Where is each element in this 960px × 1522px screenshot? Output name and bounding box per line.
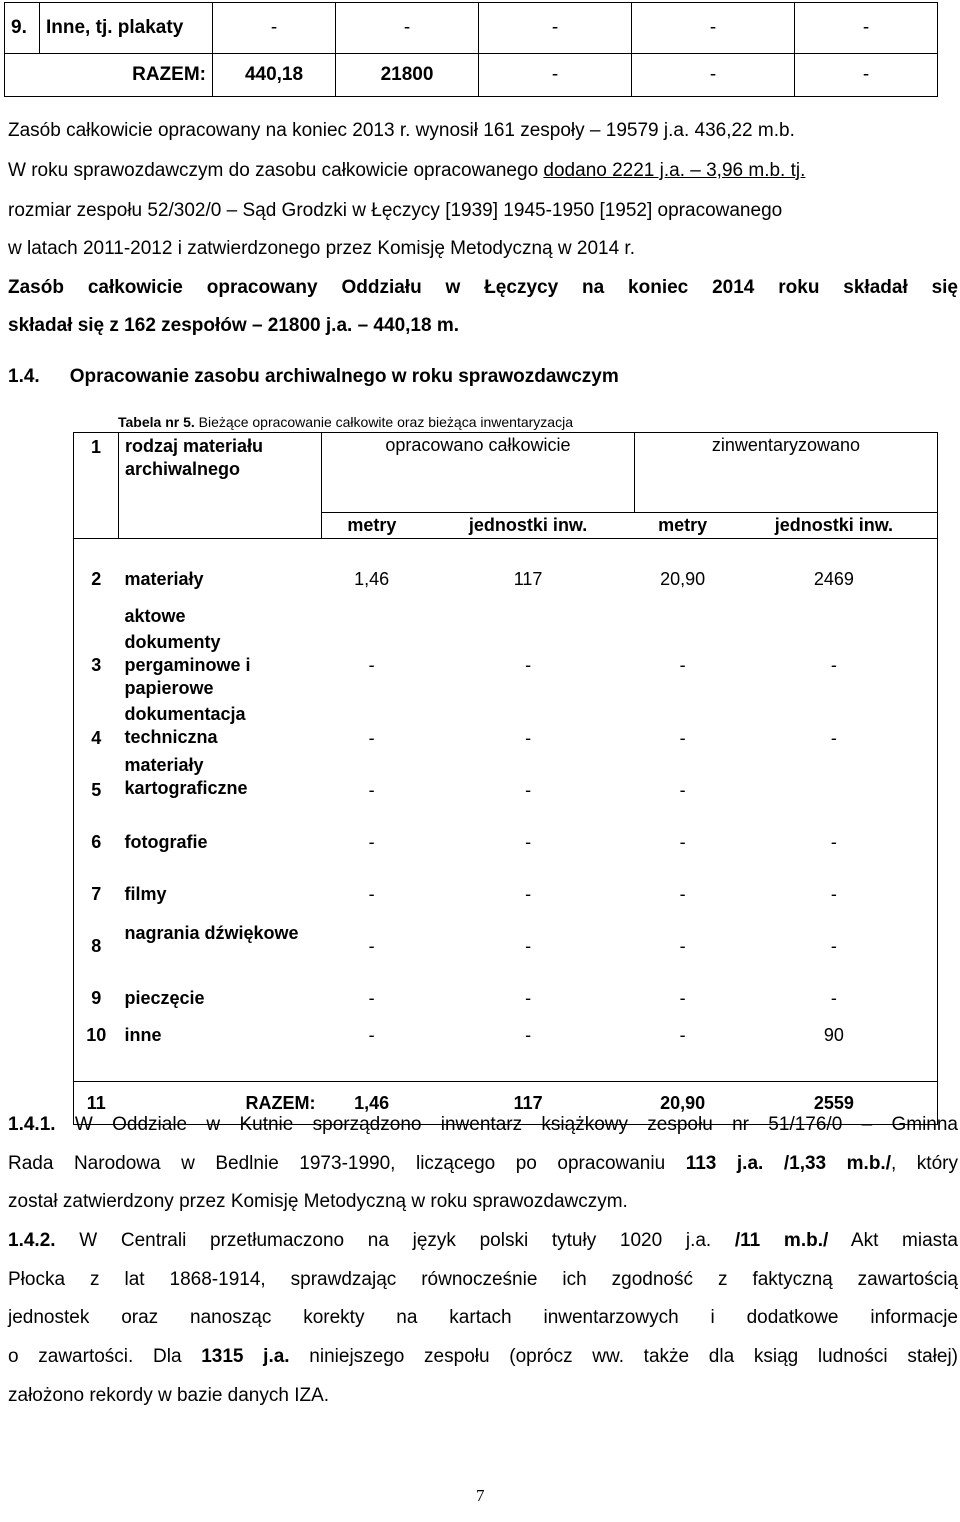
summary-table (4, 2, 938, 97)
row-material: nagrania dźwiękowe (124, 922, 299, 943)
value-cell (731, 603, 938, 629)
empty-cell (74, 512, 119, 539)
header-row (74, 433, 938, 513)
row-material: materiały kartograficzne (124, 755, 248, 798)
value-cell: - (322, 1011, 422, 1082)
header-num: 1 (74, 433, 119, 513)
row-number (74, 603, 119, 629)
value-cell (634, 603, 730, 629)
value-cell: - (422, 1011, 635, 1082)
subheader-metry: metry (322, 512, 422, 539)
value-cell (322, 603, 422, 629)
text-span: niniejszego zespołu (oprócz ww. także dla ksiąg ludności stałej) (289, 1346, 958, 1367)
value-cell: - (679, 654, 686, 675)
table-caption (118, 414, 573, 430)
row-material: dokumentacja techniczna (124, 704, 246, 747)
value-cell: - (368, 654, 375, 675)
value-cell: - (525, 654, 532, 675)
header-group-opracowano: opracowano całkowicie (322, 433, 635, 513)
value-cell: - (731, 907, 938, 959)
paragraph-line: Zasób całkowicie opracowany na koniec 2013 r. wynosił 161 zespoły – 19579 j.a. 436,22 m.b. (8, 120, 795, 141)
table-row (74, 603, 938, 629)
section-number: 1.4.2. (8, 1230, 56, 1251)
header-group-zinwentaryzowano: zinwentaryzowano (634, 433, 937, 513)
value-cell: - (525, 936, 532, 956)
table-row (74, 629, 938, 701)
text-span: W Centrali przetłumaczono na język polski tytuły 1020 j.a. (79, 1230, 735, 1251)
value-cell: - (634, 1011, 730, 1082)
value-cell: 117 (422, 1082, 635, 1125)
row-number: 8 (74, 907, 119, 959)
text-span: W Oddziale w Kutnie sporządzono inwentarz książkowy zespołu nr 51/176/0 – Gminna (74, 1114, 958, 1135)
value-cell: - (368, 936, 375, 956)
row-number: 5 (74, 751, 119, 803)
paragraph-line: w latach 2011-2012 i zatwierdzonego przez Komisję Metodyczną w 2014 r. (8, 238, 635, 259)
value-cell: 90 (731, 1011, 938, 1082)
paragraph-line: został zatwierdzony przez Komisję Metodyczną w roku sprawozdawczym. (8, 1191, 628, 1212)
bold-text: 113 j.a. /1,33 m.b./ (685, 1153, 891, 1174)
row-material: filmy (124, 884, 167, 904)
table-cell: - (479, 3, 632, 54)
value-cell: - (368, 780, 375, 800)
table-cell: 440,18 (213, 54, 336, 97)
total-label: RAZEM: (5, 54, 213, 97)
paragraph-line: jednostek oraz nanosząc korekty na kartach inwentarzowych i dodatkowe informacje (8, 1307, 958, 1328)
bold-text: 1315 j.a. (201, 1346, 290, 1367)
paragraph-line: składał się z 162 zespołów – 21800 j.a. – 440,18 m. (8, 315, 459, 336)
text-span: W roku sprawozdawczym do zasobu całkowicie opracowanego (8, 160, 544, 181)
subheader-jednostki: jednostki inw. (422, 512, 635, 539)
value-cell: 1,46 (354, 568, 390, 589)
table-row (74, 855, 938, 907)
row-number: 7 (74, 855, 119, 907)
row-number: 9. (5, 3, 40, 54)
row-label: Inne, tj. plakaty (40, 3, 213, 54)
value-cell: 1,46 (322, 1082, 422, 1125)
value-cell: - (525, 728, 532, 748)
value-cell: - (368, 728, 375, 748)
paragraph-line (8, 1344, 958, 1370)
paragraph-line: założono rekordy w bazie danych IZA. (8, 1385, 330, 1406)
value-cell: 2559 (731, 1082, 938, 1125)
row-number: 9 (74, 959, 119, 1011)
paragraph-line (8, 1151, 958, 1177)
row-number: 10 (74, 1011, 119, 1082)
total-label: RAZEM: (119, 1082, 322, 1125)
table-row (5, 54, 938, 97)
row-number: 4 (74, 701, 119, 751)
value-cell: - (731, 855, 938, 907)
value-cell: - (731, 803, 938, 855)
paragraph-line: rozmiar zespołu 52/302/0 – Sąd Grodzki w Łęczycy [1939] 1945-1950 [1952] opracowanego (8, 200, 783, 221)
paragraph-line (8, 158, 805, 184)
paragraph-line (8, 1228, 958, 1254)
value-cell: - (679, 832, 686, 852)
text-span: o zawartości. Dla (8, 1346, 202, 1367)
value-cell: - (731, 629, 938, 701)
paragraph-line: Zasób całkowicie opracowany Oddziału w Łęczycy na koniec 2014 roku składał się (8, 277, 958, 298)
header-material: rodzaj materiału archiwalnego (119, 433, 322, 513)
value-cell: - (679, 728, 686, 748)
table-cell: 21800 (336, 54, 479, 97)
value-cell: - (525, 884, 532, 904)
row-number: 2 (74, 539, 119, 604)
paragraph-line (8, 1112, 958, 1138)
table-row (74, 803, 938, 855)
table-row (74, 751, 938, 803)
value-cell: - (731, 701, 938, 751)
value-cell: 20,90 (660, 568, 706, 589)
table-row (74, 907, 938, 959)
value-cell: - (679, 780, 686, 800)
subheader-row (74, 512, 938, 539)
value-cell: - (525, 988, 532, 1008)
text-span: Akt miasta (828, 1230, 958, 1251)
row-material: fotografie (124, 832, 208, 852)
table-cell: - (336, 3, 479, 54)
row-material: materiały (124, 568, 204, 589)
value-cell: - (525, 832, 532, 852)
value-cell: 2469 (731, 539, 938, 604)
value-cell: 117 (513, 568, 543, 589)
table-cell: - (479, 54, 632, 97)
paragraph-line: Płocka z lat 1868-1914, sprawdzając równocześnie ich zgodność z faktyczną zawartością (8, 1269, 958, 1290)
value-cell: - (679, 884, 686, 904)
page-number: 7 (476, 1486, 485, 1505)
value-cell: - (679, 988, 686, 1008)
value-cell: - (525, 780, 532, 800)
table-row (74, 539, 938, 604)
value-cell: - (679, 936, 686, 956)
caption-text: Bieżące opracowanie całkowite oraz bieżąca inwentaryzacja (194, 414, 573, 430)
row-material: pieczęcie (124, 988, 205, 1008)
row-material: inne (119, 1011, 322, 1082)
value-cell (422, 603, 635, 629)
table-cell: - (795, 3, 938, 54)
section-number: 1.4. (8, 366, 40, 387)
row-material: aktowe (124, 605, 186, 626)
section-heading (8, 364, 619, 390)
row-number: 6 (74, 803, 119, 855)
row-material: dokumenty pergaminowe i papierowe (124, 631, 251, 698)
subheader-metry: metry (634, 512, 730, 539)
value-cell: - (368, 884, 375, 904)
value-cell: - (731, 959, 938, 1011)
row-number: 11 (74, 1082, 119, 1125)
value-cell: - (368, 988, 375, 1008)
text-span: Rada Narodowa w Bedlnie 1973-1990, liczącego po opracowaniu (8, 1153, 686, 1174)
table-cell: - (213, 3, 336, 54)
table-5 (73, 432, 938, 1125)
caption-label: Tabela nr 5. (118, 414, 195, 430)
table-row (5, 3, 938, 54)
row-number: 3 (74, 629, 119, 701)
table-row (74, 701, 938, 751)
table-cell: - (632, 54, 795, 97)
value-cell (731, 751, 938, 803)
bold-text: /11 m.b./ (734, 1230, 829, 1251)
subheader-jednostki: jednostki inw. (731, 512, 938, 539)
section-number: 1.4.1. (8, 1114, 56, 1135)
underlined-text: dodano 2221 j.a. – 3,96 m.b. tj. (543, 160, 806, 181)
value-cell: - (368, 832, 375, 852)
section-title: Opracowanie zasobu archiwalnego w roku sprawozdawczym (69, 366, 619, 387)
value-cell: 20,90 (634, 1082, 730, 1125)
table-row (74, 959, 938, 1011)
empty-cell (119, 512, 322, 539)
text-span: , który (890, 1153, 958, 1174)
table-cell: - (632, 3, 795, 54)
table-row (74, 1011, 938, 1082)
table-cell: - (795, 54, 938, 97)
